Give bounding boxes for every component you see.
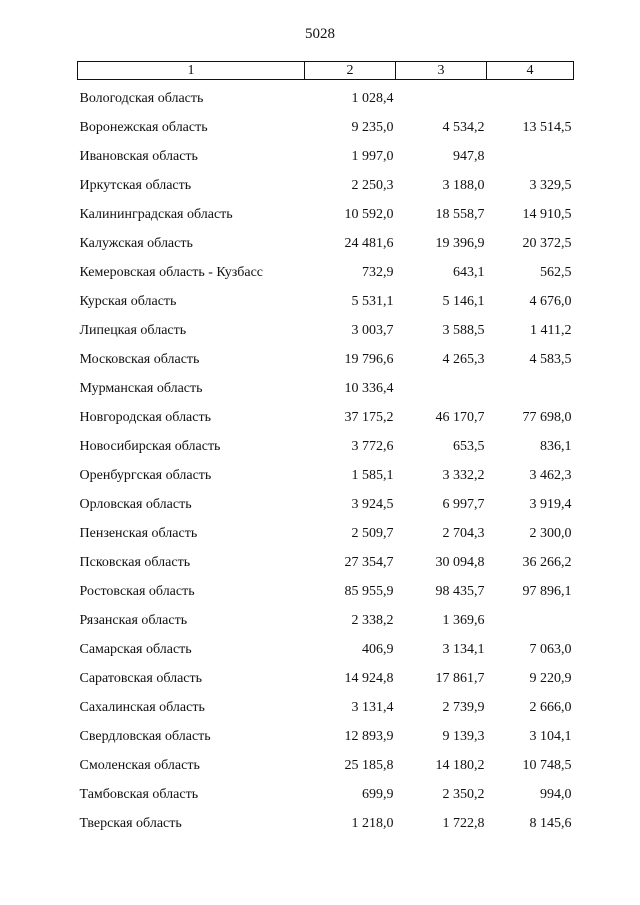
value-col-4: 3 919,4 [529, 497, 572, 512]
value-col-3: 5 146,1 [442, 294, 485, 309]
region-cell: Вологодская область [79, 91, 204, 106]
value-col-2: 2 509,7 [351, 526, 394, 541]
value-col-2: 699,9 [362, 787, 394, 802]
header-col-1: 1 [78, 62, 305, 80]
region-cell: Смоленская область [79, 758, 200, 773]
value-col-4: 562,5 [540, 265, 572, 280]
value-col-3: 19 396,9 [435, 236, 485, 251]
value-col-4: 2 666,0 [529, 700, 572, 715]
value-col-4 [487, 606, 574, 635]
value-col-3: 2 350,2 [442, 787, 485, 802]
value-col-3: 30 094,8 [435, 555, 485, 570]
header-col-2: 2 [305, 62, 396, 80]
region-cell: Свердловская область [79, 729, 211, 744]
value-col-4: 13 514,5 [522, 120, 572, 135]
value-col-2: 1 997,0 [351, 149, 394, 164]
table-row [78, 635, 574, 664]
value-col-2: 24 481,6 [344, 236, 394, 251]
value-col-2: 25 185,8 [344, 758, 394, 773]
value-col-3: 98 435,7 [435, 584, 485, 599]
region-cell: Орловская область [79, 497, 192, 512]
value-col-3: 4 265,3 [442, 352, 485, 367]
table-row [78, 142, 574, 171]
value-col-2: 3 003,7 [351, 323, 394, 338]
table-row [78, 171, 574, 200]
value-col-2: 3 131,4 [351, 700, 394, 715]
value-col-3: 1 369,6 [442, 613, 485, 628]
region-cell: Мурманская область [79, 381, 203, 396]
region-cell: Тверская область [79, 816, 182, 831]
table-row [78, 606, 574, 635]
value-col-4: 97 896,1 [522, 584, 572, 599]
table-row [78, 577, 574, 606]
value-col-3: 6 997,7 [442, 497, 485, 512]
value-col-3: 3 134,1 [442, 642, 485, 657]
table-row [78, 722, 574, 751]
table-header [78, 62, 574, 80]
region-cell: Иркутская область [79, 178, 192, 193]
value-col-3: 3 332,2 [442, 468, 485, 483]
value-col-3: 2 739,9 [442, 700, 485, 715]
region-cell: Тамбовская область [79, 787, 199, 802]
table-row [78, 287, 574, 316]
value-col-3: 17 861,7 [435, 671, 485, 686]
table-row [78, 519, 574, 548]
value-col-4: 3 462,3 [529, 468, 572, 483]
value-col-3: 1 722,8 [442, 816, 485, 831]
value-col-3: 3 588,5 [442, 323, 485, 338]
header-row [78, 62, 574, 80]
value-col-3: 643,1 [453, 265, 485, 280]
value-col-4 [487, 142, 574, 171]
value-col-2: 3 924,5 [351, 497, 394, 512]
value-col-4: 4 676,0 [529, 294, 572, 309]
value-col-2: 2 250,3 [351, 178, 394, 193]
region-cell: Псковская область [79, 555, 191, 570]
table-row [78, 664, 574, 693]
region-cell: Саратовская область [79, 671, 203, 686]
table-row [78, 258, 574, 287]
value-col-4 [487, 374, 574, 403]
region-cell: Пензенская область [79, 526, 198, 541]
table-row [78, 693, 574, 722]
region-cell: Оренбургская область [79, 468, 212, 483]
region-cell: Рязанская область [79, 613, 188, 628]
table-row [78, 403, 574, 432]
table-body [78, 80, 574, 839]
value-col-2: 19 796,6 [344, 352, 394, 367]
value-col-4: 836,1 [540, 439, 572, 454]
region-cell: Новгородская область [79, 410, 211, 425]
table-row [78, 200, 574, 229]
value-col-4: 3 104,1 [529, 729, 572, 744]
value-col-3: 18 558,7 [435, 207, 485, 222]
value-col-3: 947,8 [453, 149, 485, 164]
table-row [78, 780, 574, 809]
region-cell: Самарская область [79, 642, 192, 657]
value-col-2: 3 772,6 [351, 439, 394, 454]
value-col-2: 10 336,4 [344, 381, 394, 396]
value-col-3: 14 180,2 [435, 758, 485, 773]
header-col-4: 4 [487, 62, 574, 80]
value-col-3: 653,5 [453, 439, 485, 454]
value-col-2: 9 235,0 [351, 120, 394, 135]
value-col-4: 9 220,9 [529, 671, 572, 686]
region-cell: Калининградская область [79, 207, 233, 222]
region-cell: Калужская область [79, 236, 193, 251]
value-col-4: 10 748,5 [522, 758, 572, 773]
page-number: 5028 [305, 26, 335, 42]
value-col-2: 2 338,2 [351, 613, 394, 628]
region-cell: Ивановская область [79, 149, 198, 164]
value-col-3: 46 170,7 [435, 410, 485, 425]
table-row [78, 345, 574, 374]
value-col-2: 1 218,0 [351, 816, 394, 831]
table-row [78, 751, 574, 780]
table-row [78, 80, 574, 114]
region-cell: Сахалинская область [79, 700, 205, 715]
value-col-2: 37 175,2 [344, 410, 394, 425]
value-col-4: 7 063,0 [529, 642, 572, 657]
region-cell: Воронежская область [79, 120, 208, 135]
table-row [78, 432, 574, 461]
value-col-2: 10 592,0 [344, 207, 394, 222]
value-col-2: 12 893,9 [344, 729, 394, 744]
value-col-3: 2 704,3 [442, 526, 485, 541]
value-col-4: 36 266,2 [522, 555, 572, 570]
region-cell: Кемеровская область - Кузбасс [79, 265, 264, 280]
region-cell: Ростовская область [79, 584, 195, 599]
table-row [78, 490, 574, 519]
table-row [78, 316, 574, 345]
value-col-4: 3 329,5 [529, 178, 572, 193]
value-col-4: 1 411,2 [530, 323, 572, 338]
value-col-4: 8 145,6 [529, 816, 572, 831]
value-col-3: 4 534,2 [442, 120, 485, 135]
value-col-3: 9 139,3 [442, 729, 485, 744]
value-col-2: 27 354,7 [344, 555, 394, 570]
value-col-2: 14 924,8 [344, 671, 394, 686]
table-row [78, 548, 574, 577]
region-cell: Липецкая область [79, 323, 187, 338]
header-col-3: 3 [396, 62, 487, 80]
value-col-4: 14 910,5 [522, 207, 572, 222]
value-col-2: 732,9 [362, 265, 394, 280]
table-row [78, 229, 574, 258]
value-col-2: 85 955,9 [344, 584, 394, 599]
region-cell: Курская область [79, 294, 177, 309]
value-col-4: 77 698,0 [522, 410, 572, 425]
value-col-2: 1 585,1 [351, 468, 394, 483]
value-col-4: 20 372,5 [522, 236, 572, 251]
value-col-2: 1 028,4 [351, 91, 394, 106]
value-col-3 [396, 374, 487, 403]
region-cell: Новосибирская область [79, 439, 221, 454]
value-col-2: 406,9 [362, 642, 394, 657]
data-table [77, 61, 574, 838]
value-col-4: 4 583,5 [529, 352, 572, 367]
table-row [78, 113, 574, 142]
value-col-3 [396, 80, 487, 114]
value-col-3: 3 188,0 [442, 178, 485, 193]
region-cell: Московская область [79, 352, 200, 367]
value-col-4 [487, 80, 574, 114]
value-col-4: 2 300,0 [529, 526, 572, 541]
table-row [78, 461, 574, 490]
value-col-4: 994,0 [540, 787, 572, 802]
value-col-2: 5 531,1 [351, 294, 394, 309]
table-row [78, 374, 574, 403]
table-row [78, 809, 574, 838]
